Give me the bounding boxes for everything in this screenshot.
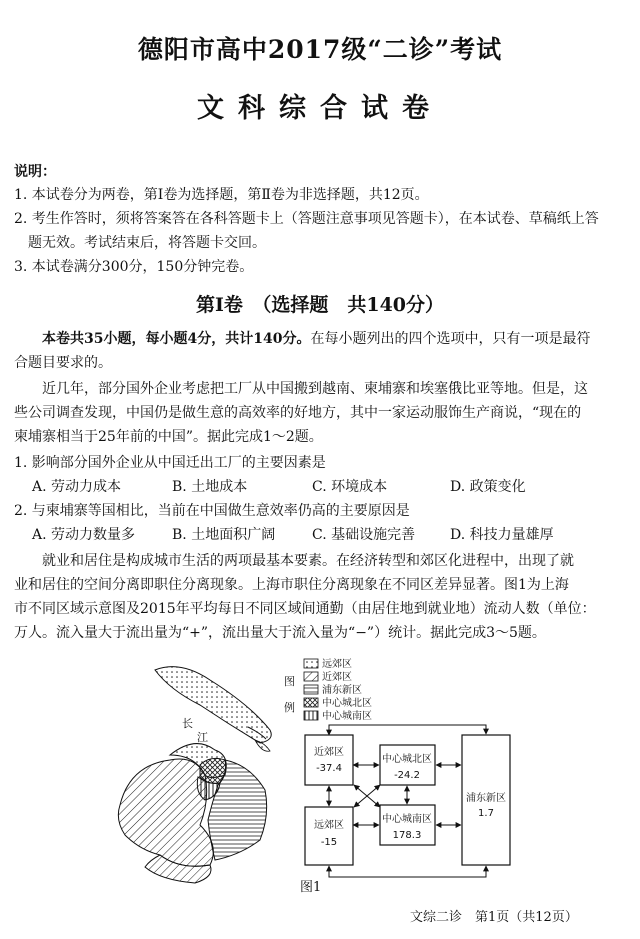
passage2-line2: 业和居住的空间分离即职住分离现象。上海市职住分离现象在不同区差异显著。图1为上海: [14, 577, 569, 593]
passage1-line2: 些公司调查发现，中国仍是做生意的高效率的好地方，其中一家运动服饰生产商说，“现在的: [14, 405, 582, 421]
legend-swatch-central-north: [304, 698, 318, 707]
section-title: 第Ⅰ卷 （选择题 共140分）: [195, 294, 445, 316]
question-2-option-d: D. 科技力量雄厚: [450, 527, 554, 543]
section-intro-bold: 本卷共35小题，每小题4分，共计140分。: [42, 331, 311, 347]
arrow-near-pudong: [329, 725, 486, 735]
box-far-suburb-name: 远郊区: [314, 820, 344, 831]
legend-swatch-pudong: [304, 685, 318, 694]
exam-title: 德阳市高中2017级“二诊”考试: [137, 35, 503, 64]
box-far-suburb: [305, 807, 353, 865]
note-item-1: 1. 本试卷分为两卷，第Ⅰ卷为选择题，第Ⅱ卷为非选择题，共12页。: [14, 187, 429, 203]
passage1-line1: 近几年，部分国外企业考虑把工厂从中国搬到越南、柬埔寨和埃塞俄比亚等地。但是，这: [42, 381, 588, 397]
passage1-line3: 柬埔寨相当于25年前的中国”。据此完成1～2题。: [14, 429, 323, 445]
page-footer: 文综二诊 第1页（共12页）: [410, 910, 578, 925]
figure-1: [100, 655, 520, 885]
box-central-north-name: 中心城北区: [382, 754, 432, 765]
passage2-line1: 就业和居住是构成城市生活的两项最基本要素。在经济转型和郊区化进程中，出现了就: [42, 553, 574, 569]
legend-swatch-far-suburb: [304, 659, 318, 668]
passage2-line3: 市不同区域示意图及2015年平均每日不同区域间通勤（由居住地到就业地）流动人数（单位：: [14, 601, 596, 617]
section-intro: [42, 327, 640, 351]
box-far-suburb-value: -15: [320, 837, 338, 848]
legend-swatch-near-suburb: [304, 672, 318, 681]
arrow-far-pudong: [329, 866, 486, 877]
question-2-option-a: A. 劳动力数量多: [32, 527, 136, 543]
box-central-south-value: 178.3: [392, 830, 422, 841]
box-central-south-name: 中心城南区: [382, 814, 432, 825]
box-near-suburb: [305, 735, 353, 785]
note-item-3: 3. 本试卷满分300分，150分钟完卷。: [14, 259, 254, 275]
question-2-option-b: B. 土地面积广阔: [172, 527, 276, 543]
box-central-north-value: -24.2: [394, 770, 420, 781]
note-item-2: 2. 考生作答时，须将答案答在各科答题卡上（答题注意事项见答题卡），在本试卷、草稿纸上答: [14, 211, 599, 227]
passage2-line4: 万人。流入量大于流出量为“+”，流出量大于流入量为“−”）统计。据此完成3～5题。: [14, 625, 546, 641]
box-near-suburb-name: 近郊区: [314, 747, 344, 758]
figure-caption: 图1: [300, 880, 322, 895]
map-region-near-suburb-west: [118, 759, 213, 866]
map-region-far-suburb-island: [155, 667, 271, 743]
legend-label-central-north: 中心城北区: [322, 698, 372, 709]
section-intro-rest: 在每小题列出的四个选项中，只有一项是最符: [310, 331, 591, 347]
box-pudong-name: 浦东新区: [466, 793, 506, 804]
question-1-option-d: D. 政策变化: [450, 479, 526, 495]
legend-label-far-suburb: 远郊区: [322, 659, 352, 670]
legend-title-1: 图: [284, 675, 295, 688]
map-legend: [284, 658, 372, 722]
box-near-suburb-value: -37.4: [316, 763, 342, 774]
map-river-label-1: 长: [182, 717, 193, 730]
question-1-option-b: B. 土地成本: [172, 479, 248, 495]
legend-label-near-suburb: 近郊区: [322, 672, 352, 683]
question-2-option-c: C. 基础设施完善: [312, 527, 416, 543]
legend-label-central-south: 中心城南区: [322, 711, 372, 722]
commute-flow-diagram: [305, 725, 510, 877]
question-1-stem: 1. 影响部分国外企业从中国迁出工厂的主要因素是: [14, 455, 326, 471]
shanghai-map: [118, 667, 271, 883]
legend-swatch-central-south: [304, 711, 318, 720]
note-item-2-cont: 题无效。考试结束后，将答题卡交回。: [28, 235, 266, 251]
question-2-stem: 2. 与柬埔寨等国相比，当前在中国做生意效率仍高的主要原因是: [14, 503, 410, 519]
section-intro-line2: 合题目要求的。: [14, 355, 112, 371]
question-1-option-c: C. 环境成本: [312, 479, 388, 495]
legend-label-pudong: 浦东新区: [322, 685, 362, 696]
exam-subtitle: 文科综合试卷: [197, 93, 443, 124]
box-pudong-value: 1.7: [478, 808, 494, 819]
notes-heading: 说明：: [14, 164, 56, 180]
map-river-label-2: 江: [197, 731, 208, 744]
legend-title-2: 例: [284, 701, 295, 714]
question-1-option-a: A. 劳动力成本: [32, 479, 122, 495]
